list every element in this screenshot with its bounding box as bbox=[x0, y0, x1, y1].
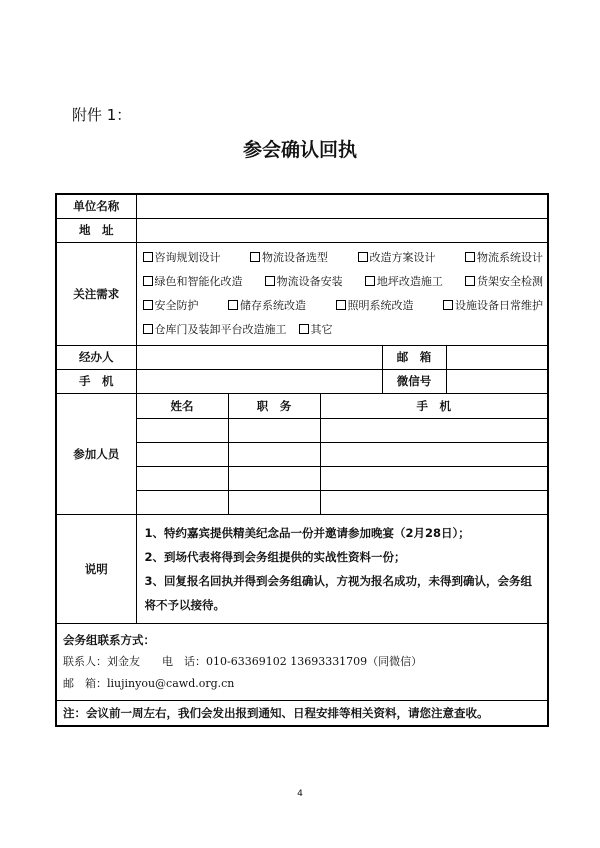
interest-row bbox=[143, 270, 544, 294]
checkbox-icon bbox=[336, 300, 346, 310]
footer-note: 注：会议前一周左右，我们会发出报到通知、日程安排等相关资料，请您注意查收。 bbox=[56, 700, 548, 726]
postal-field[interactable] bbox=[446, 345, 548, 369]
notes-block bbox=[136, 514, 548, 623]
attendee-position-cell[interactable] bbox=[228, 490, 320, 514]
attendee-position-cell[interactable] bbox=[228, 442, 320, 466]
interest-row bbox=[143, 318, 544, 342]
note-item: 3、回复报名回执并得到会务组确认，方视为报名成功，未得到确认，会务组将不予以接待。 bbox=[144, 573, 532, 612]
checkbox-icon bbox=[228, 300, 238, 310]
mobile-field[interactable] bbox=[136, 369, 382, 393]
interests-label: 关注需求 bbox=[56, 242, 136, 345]
interest-row bbox=[143, 246, 544, 270]
interest-row bbox=[143, 294, 544, 318]
checkbox-icon bbox=[358, 252, 368, 262]
interest-checkbox[interactable]: 安全防护 bbox=[143, 294, 199, 318]
address-field[interactable] bbox=[136, 218, 548, 242]
attendee-mobile-cell[interactable] bbox=[320, 466, 548, 490]
checkbox-icon bbox=[365, 276, 375, 286]
interest-checkbox[interactable]: 仓库门及装卸平台改造施工 bbox=[143, 318, 287, 342]
checkbox-icon bbox=[143, 324, 153, 334]
wechat-field[interactable] bbox=[446, 369, 548, 393]
checkbox-icon bbox=[265, 276, 275, 286]
checkbox-icon bbox=[143, 276, 153, 286]
attendee-name-cell[interactable] bbox=[136, 490, 228, 514]
handler-label: 经办人 bbox=[56, 345, 136, 369]
checkbox-icon bbox=[143, 252, 153, 262]
notes-label: 说明 bbox=[56, 514, 136, 623]
registration-form bbox=[55, 193, 549, 727]
postal-label: 邮 箱 bbox=[382, 345, 446, 369]
attendee-mobile-header: 手 机 bbox=[320, 393, 548, 418]
attendee-position-header: 职 务 bbox=[228, 393, 320, 418]
interest-checkbox[interactable]: 地坪改造施工 bbox=[365, 270, 443, 294]
attendee-position-cell[interactable] bbox=[228, 418, 320, 442]
handler-field[interactable] bbox=[136, 345, 382, 369]
interest-checkbox[interactable]: 照明系统改造 bbox=[336, 294, 414, 318]
interest-checkbox[interactable]: 改造方案设计 bbox=[358, 246, 436, 270]
interest-checkbox[interactable]: 设施设备日常维护 bbox=[443, 294, 543, 318]
checkbox-icon bbox=[465, 276, 475, 286]
interest-checkbox[interactable]: 物流设备选型 bbox=[250, 246, 328, 270]
note-item: 1、特约嘉宾提供精美纪念品一份并邀请参加晚宴（2月28日）； bbox=[144, 525, 470, 540]
attendee-position-cell[interactable] bbox=[228, 466, 320, 490]
checkbox-icon bbox=[465, 252, 475, 262]
attendee-name-cell[interactable] bbox=[136, 442, 228, 466]
checkbox-icon bbox=[250, 252, 260, 262]
unit-name-label: 单位名称 bbox=[56, 194, 136, 218]
address-label: 地 址 bbox=[56, 218, 136, 242]
attendee-mobile-cell[interactable] bbox=[320, 490, 548, 514]
mobile-label: 手 机 bbox=[56, 369, 136, 393]
attendee-name-cell[interactable] bbox=[136, 418, 228, 442]
interests-checkbox-group bbox=[136, 242, 548, 345]
attendee-mobile-cell[interactable] bbox=[320, 418, 548, 442]
attendee-mobile-cell[interactable] bbox=[320, 442, 548, 466]
interest-checkbox[interactable]: 绿色和智能化改造 bbox=[143, 270, 243, 294]
contact-block bbox=[56, 623, 548, 700]
interest-checkbox[interactable]: 物流系统设计 bbox=[465, 246, 543, 270]
contact-title: 会务组联系方式： bbox=[63, 632, 155, 647]
checkbox-icon bbox=[299, 324, 309, 334]
interest-checkbox[interactable]: 储存系统改造 bbox=[228, 294, 306, 318]
interest-checkbox[interactable]: 货架安全检测 bbox=[465, 270, 543, 294]
checkbox-icon bbox=[443, 300, 453, 310]
note-item: 2、到场代表将得到会务组提供的实战性资料一份； bbox=[144, 549, 406, 564]
contact-email: 邮 箱：liujinyou@cawd.org.cn bbox=[63, 676, 235, 690]
interest-checkbox[interactable]: 物流设备安装 bbox=[265, 270, 343, 294]
interest-checkbox[interactable]: 其它 bbox=[299, 318, 333, 342]
attendees-label: 参加人员 bbox=[56, 393, 136, 514]
wechat-label: 微信号 bbox=[382, 369, 446, 393]
page-title: 参会确认回执 bbox=[242, 139, 357, 161]
attachment-label: 附件 1： bbox=[72, 106, 132, 124]
interest-checkbox[interactable]: 咨询规划设计 bbox=[143, 246, 221, 270]
contact-person: 联系人：刘金友 电 话：010-63369102 13693331709（同微信） bbox=[63, 654, 423, 668]
unit-name-field[interactable] bbox=[136, 194, 548, 218]
checkbox-icon bbox=[143, 300, 153, 310]
attendee-name-cell[interactable] bbox=[136, 466, 228, 490]
page-number: 4 bbox=[297, 789, 303, 799]
attendee-name-header: 姓名 bbox=[136, 393, 228, 418]
